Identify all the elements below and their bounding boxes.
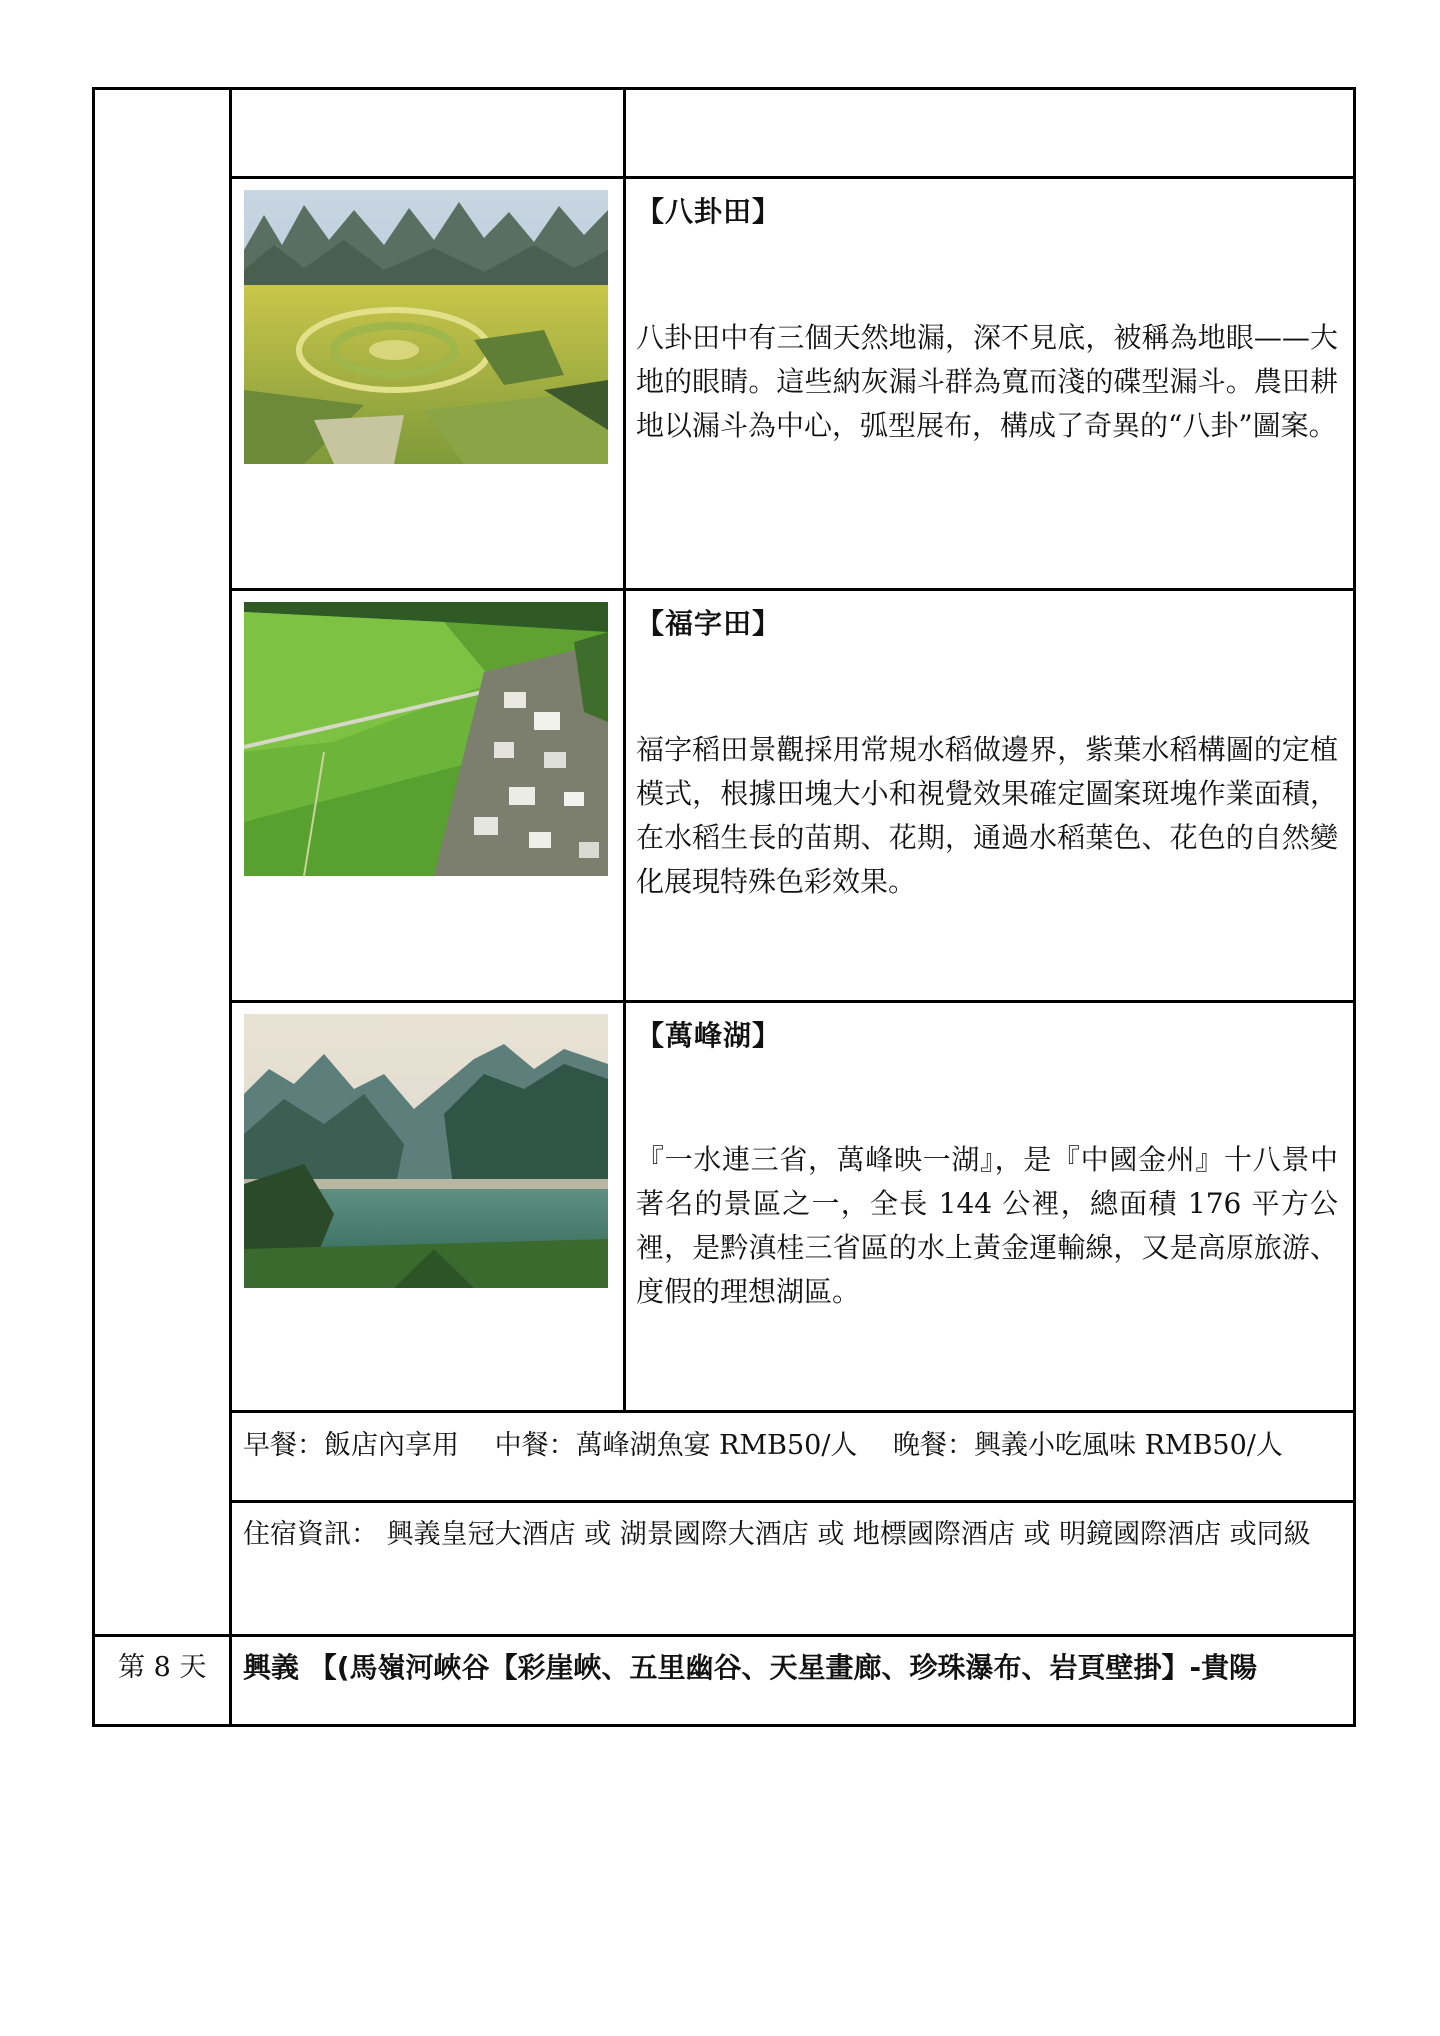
bagua-field-photo [244, 190, 608, 464]
day-8-route: 興義 【(馬嶺河峽谷【彩崖峽、五里幽谷、天星畫廊、珍珠瀑布、岩頁壁掛】-貴陽 [243, 1651, 1258, 1684]
bagua-field-title: 【八卦田】 [636, 195, 782, 228]
hotel-info: 住宿資訊： 興義皇冠大酒店 或 湖景國際大酒店 或 地標國際酒店 或 明鏡國際酒店 或同級 [243, 1519, 1311, 1550]
table-border-right [1353, 87, 1356, 1727]
row-divider-2 [229, 588, 1356, 591]
day-column-divider [229, 87, 232, 1727]
wanfeng-lake-description: 『一水連三省，萬峰映一湖』，是『中國金州』十八景中著名的景區之一，全長 144 公裡，總面積 176 平方公裡，是黔滇桂三省區的水上黃金運輸線，又是高原旅游、度假的理想湖區。 [636, 1143, 1338, 1308]
image-text-divider [623, 87, 626, 1411]
fu-character-field-description: 福字稻田景觀採用常規水稻做邊界，紫葉水稻構圖的定植模式，根據田塊大小和視覺效果確定圖案斑塊作業面積，在水稻生長的苗期、花期，通過水稻葉色、花色的自然變化展現特殊色彩效果。 [636, 733, 1338, 898]
table-border-top [93, 87, 1356, 90]
row-divider-6 [93, 1634, 1356, 1637]
table-border-left [92, 87, 95, 1727]
wanfeng-lake-photo [244, 1014, 608, 1288]
fu-character-field-photo [244, 602, 608, 876]
row-divider-3 [229, 1000, 1356, 1003]
bagua-field-description: 八卦田中有三個天然地漏，深不見底，被稱為地眼——大地的眼睛。這些納灰漏斗群為寬而淺的碟型漏斗。農田耕地以漏斗為中心，弧型展布，構成了奇異的“八卦”圖案。 [636, 321, 1338, 442]
table-border-bottom [93, 1724, 1356, 1727]
wanfeng-lake-title: 【萬峰湖】 [636, 1019, 782, 1052]
fu-character-field-title: 【福字田】 [636, 607, 782, 640]
day-8-label: 第 8 天 [118, 1652, 207, 1683]
row-divider-4 [229, 1410, 1356, 1413]
row-divider-5 [229, 1500, 1356, 1503]
meal-info: 早餐：飯店內享用 中餐：萬峰湖魚宴 RMB50/人 晚餐：興義小吃風味 RMB50/人 [243, 1430, 1283, 1461]
row-divider-1 [229, 176, 1356, 179]
